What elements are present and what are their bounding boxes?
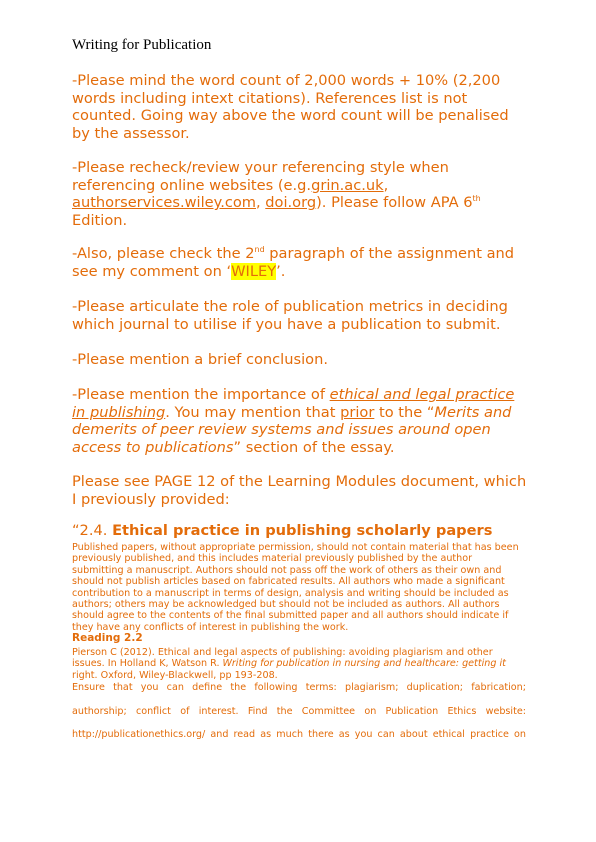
prior-emphasis: prior [340,403,375,421]
page-reference-paragraph: Please see PAGE 12 of the Learning Modules document, which I previously provided: [72,473,527,508]
text: , [256,194,266,212]
section-heading [72,522,532,539]
referencing-paragraph [72,159,530,229]
document-title: Writing for Publication [72,37,212,53]
text: paragraph of the assignment and see my comment on ‘ [72,245,515,280]
text: ). Please follow APA 6 [316,194,473,212]
ethical-legal-emphasis: ethical and legal practice in publishing [72,386,515,421]
reading-label [72,633,526,644]
section-number: “2.4. [72,522,113,539]
link-authorservices[interactable]: authorservices.wiley.com [72,194,256,212]
link-doi[interactable]: doi.org [265,194,317,212]
superscript: nd [254,245,265,255]
ensure-line-2: authorship; conflict of interest. Find the Committee on Publication Ethics website: [72,706,526,717]
section-heading-text: Ethical practice in publishing scholarly papers [112,522,493,539]
text: , [383,176,389,194]
text: Pierson C (2012). Ethical and legal aspects of publishing: avoiding plagiarism and other issues. In Holland K, Watson R. [72,647,493,670]
text: ’. [276,262,286,280]
section-body: Published papers, without appropriate permission, should not contain material that has been previously published, and this includes material previously published by the author submitting a manuscript. Authors should not pass off the work of others as their own and should not publish articles based on fabricated results. All authors who made a significant contribution to a manuscript in terms of design, analysis and writing should be included as authors; others may be acknowledged but should not be included as authors. All authors should agree to the contents of the final submitted paper and all authors should indicate if they have any conflicts of interest in publishing the work. [72,542,519,633]
highlighted-wiley: WILEY [231,262,277,280]
book-title: Writing for publication in nursing and healthcare: getting it [222,658,506,670]
text: -Please recheck/review your referencing style when referencing online websites (e.g. [72,159,449,194]
conclusion-paragraph: -Please mention a brief conclusion. [72,351,328,368]
text: -Also, please check the 2 [72,245,255,262]
text: -Please mention the importance of [72,386,330,403]
ensure-line-3: http://publicationethics.org/ and read as much there as you can about ethical practice on [72,729,526,740]
ethics-paragraph [72,386,530,456]
text: right. Oxford, Wiley-Blackwell, pp 193-208. [72,669,278,681]
reading-label-text: Reading 2.2 [72,632,143,644]
ensure-line-1: Ensure that you can define the following terms: plagiarism; duplication; fabrication; [72,682,526,693]
paragraph-comment [72,245,530,280]
text: ” section of the essay. [233,438,395,456]
superscript: th [472,194,481,204]
merits-title: Merits and demerits of peer review systems and issues around open access to publications [72,403,512,456]
reading-citation [72,647,526,681]
metrics-paragraph: -Please articulate the role of publication metrics in deciding which journal to utilise if you have a publication to submit. [72,298,508,333]
text: to the “ [374,403,435,421]
text: . You may mention that [165,403,341,421]
link-grin[interactable]: grin.ac.uk [311,176,384,194]
text: Edition. [72,211,128,229]
word-count-paragraph: -Please mind the word count of 2,000 words + 10% (2,200 words including intext citations). References list is not counted. Going way above the word count will be penalised by the assessor. [72,72,509,142]
